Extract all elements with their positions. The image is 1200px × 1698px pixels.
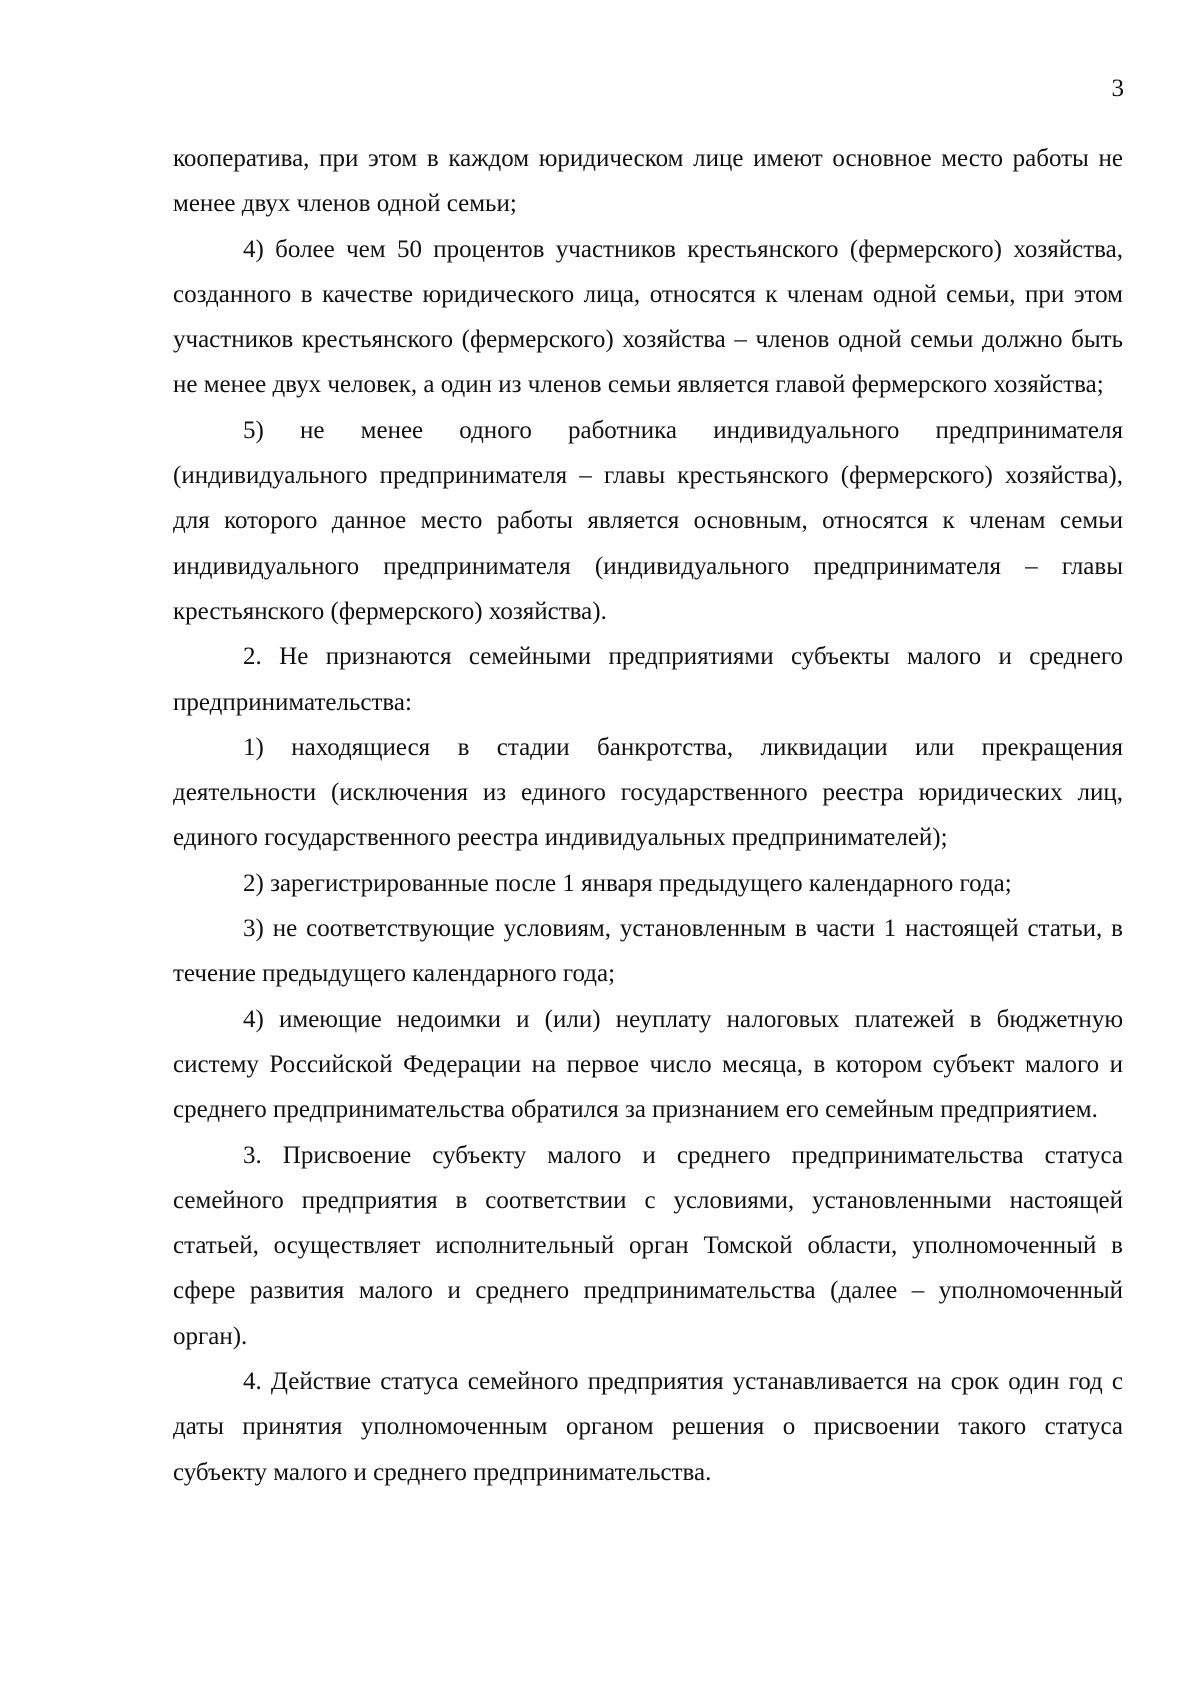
paragraph-continuation: кооператива, при этом в каждом юридическом лице имеют основное место работы не менее двух членов одной семьи;: [173, 145, 1123, 218]
document-body: [173, 136, 1123, 1495]
page-number: 3: [1111, 75, 1124, 102]
paragraph-item-4-farm: 4) более чем 50 процентов участников крестьянского (фермерского) хозяйства, созданного в качестве юридического лица, относятся к членам одной семьи, при этом участников крестьянского (фермерского) хозяйства – членов одной семьи должно быть не менее двух человек, а один из членов семьи является главой фермерского хозяйства;: [173, 235, 1123, 399]
paragraph-section-2-item-3: 3) не соответствующие условиям, установленным в части 1 настоящей статьи, в течение предыдущего календарного года;: [173, 915, 1123, 988]
paragraph-section-2-item-4: 4) имеющие недоимки и (или) неуплату налоговых платежей в бюджетную систему Российской Федерации на первое число месяца, в котором субъект малого и среднего предпринимательства обратился за признанием его семейным предприятием.: [173, 1005, 1123, 1124]
paragraph-section-4: 4. Действие статуса семейного предприятия устанавливается на срок один год с даты принятия уполномоченным органом решения о присвоении такого статуса субъекту малого и среднего предпринимательства.: [173, 1368, 1123, 1486]
paragraph-section-2-item-1: 1) находящиеся в стадии банкротства, ликвидации или прекращения деятельности (исключения из единого государственного реестра юридических лиц, единого государственного реестра индивидуальных предпринимателей);: [173, 733, 1123, 852]
paragraph-section-2: 2. Не признаются семейными предприятиями субъекты малого и среднего предпринимательства:: [173, 643, 1123, 716]
paragraph-item-5-entrepreneur: 5) не менее одного работника индивидуального предпринимателя (индивидуального предпринимателя – главы крестьянского (фермерского) хозяйства), для которого данное место работы является основным, относятся к членам семьи индивидуального предпринимателя (индивидуального предпринимателя – главы крестьянского (фермерского) хозяйства).: [173, 416, 1123, 625]
paragraph-section-3: 3. Присвоение субъекту малого и среднего предпринимательства статуса семейного предприятия в соответствии с условиями, установленными настоящей статьей, осуществляет исполнительный орган Томской области, уполномоченный в сфере развития малого и среднего предпринимательства (далее – уполномоченный орган).: [173, 1141, 1123, 1350]
paragraph-section-2-item-2: 2) зарегистрированные после 1 января предыдущего календарного года;: [243, 869, 1012, 897]
